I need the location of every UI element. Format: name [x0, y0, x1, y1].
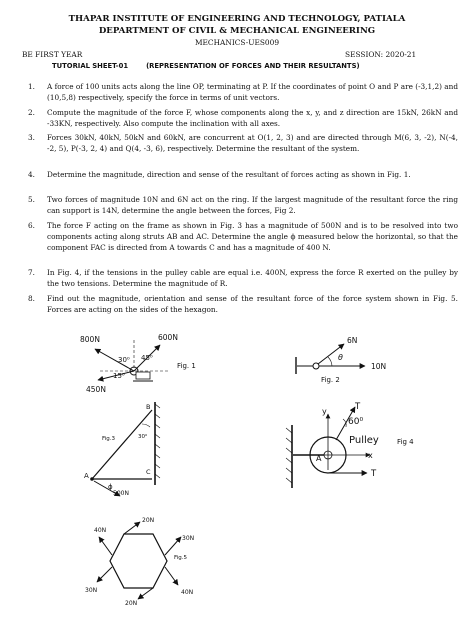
department-title: DEPARTMENT OF CIVIL & MECHANICAL ENGINEERING — [98, 26, 376, 36]
fig1-label-450n: 450N — [86, 385, 106, 394]
fig3-force: 500N — [113, 490, 129, 497]
question-number: 3. — [28, 133, 35, 142]
question-text: Forces 30kN, 40kN, 50kN and 60kN, are concurrent at O(1, 2, 3) and are directed through M(6, 3, -2), N(-4, -2, 5), P(-3, 2, 4) and Q(4, -3, 6), respectively. Determine the resultant of the system. — [47, 133, 458, 153]
fig4-label-a: A — [316, 454, 322, 463]
fig4-caption: Fig 4 — [397, 438, 414, 446]
fig5-label-lower-right: 40N — [181, 589, 194, 596]
fig5-arrow-bottom — [138, 588, 153, 599]
fig5-label-upper-left: 40N — [94, 527, 107, 534]
fig1-forces — [95, 340, 170, 381]
fig2-caption: Fig. 2 — [321, 376, 340, 384]
fig1-label-600n: 600N — [158, 333, 178, 342]
institute-title: THAPAR INSTITUTE OF ENGINEERING AND TECHNOLOGY, PATIALA — [68, 14, 406, 24]
fig5-arrow-top — [124, 522, 140, 534]
fig2-angle-arc — [328, 357, 332, 366]
fig4-label-x: x — [368, 451, 373, 460]
sheet-topic: (REPRESENTATION OF FORCES AND THEIR RESULTANTS) — [146, 62, 360, 70]
figure-3 — [90, 402, 160, 496]
fig3-label-c: C — [146, 468, 151, 476]
fig4-pulley-label: Pulley — [349, 435, 379, 446]
fig3-pin-a — [90, 477, 94, 481]
fig5-label-upper-right: 30N — [182, 535, 195, 542]
fig3-angle: 30⁰ — [138, 434, 148, 440]
fig2-theta: θ — [338, 353, 343, 362]
fig5-caption: Fig.5 — [174, 555, 188, 561]
question-number: 5. — [28, 195, 35, 204]
fig3-phi: ϕ — [108, 483, 113, 491]
fig5-arrow-lower-left — [97, 567, 112, 582]
question-text: The force F acting on the frame as shown in Fig. 3 has a magnitude of 500N and is to be resolved into two components acting along struts AB and AC. Determine the angle ϕ measured below the horizontal, so that the component FAC is directed from A towards C and has a magnitude of 400 N. — [47, 221, 458, 252]
fig5-arrow-upper-right — [165, 537, 181, 555]
question-text: In Fig. 4, if the tensions in the pulley cable are equal i.e. 400N, express the force R exerted on the pulley by the two tensions. Determine the magnitude of R. — [47, 268, 458, 288]
fig3-caption: Fig.3 — [102, 436, 116, 442]
fig4-label-t2: T — [371, 469, 377, 479]
sheet-number: TUTORIAL SHEET-01 — [52, 62, 129, 70]
fig3-strut-ab — [92, 410, 152, 479]
fig5-arrow-lower-right — [165, 567, 178, 585]
fig1-caption: Fig. 1 — [177, 362, 196, 370]
fig3-label-a: A — [84, 472, 89, 480]
fig5-hexagon — [110, 534, 167, 588]
figure-2 — [296, 344, 365, 374]
fig5-label-bottom: 20N — [125, 600, 138, 607]
fig3-label-b: B — [146, 403, 151, 411]
question-text: Determine the magnitude, direction and sense of the resultant of forces acting as shown in Fig. 1. — [47, 170, 411, 179]
fig4-label-y: y — [322, 407, 327, 416]
course-code: MECHANICS-UES009 — [194, 38, 280, 47]
question-number: 8. — [28, 294, 35, 303]
figure-5 — [97, 522, 181, 599]
fig4-angle: 60⁰ — [348, 417, 364, 427]
fig5-arrow-upper-left — [99, 537, 112, 555]
fig1-label-800n: 800N — [80, 335, 100, 344]
fig5-label-top: 20N — [142, 517, 155, 524]
question-text: Compute the magnitude of the force F, whose components along the x, y, and z direction are 15kN, 26kN and -33KN, respectively. Also compute the inclination with all axes. — [47, 108, 458, 128]
fig2-label-10n: 10N — [371, 362, 387, 371]
question-number: 2. — [28, 108, 35, 117]
fig5-label-lower-left: 30N — [85, 587, 98, 594]
fig1-angle-30: 30⁰ — [118, 356, 130, 364]
fig1-angle-45: 45⁰ — [141, 354, 153, 362]
session-label: SESSION: 2020-21 — [345, 50, 417, 59]
question-text: A force of 100 units acts along the line OP, terminating at P. If the coordinates of point O and P are (-3,1,2) and (10,5,8) respectively, specify the force in terms of unit vectors. — [47, 82, 458, 102]
fig1-support — [136, 372, 150, 379]
question-text: Two forces of magnitude 10N and 6N act on the ring. If the largest magnitude of the resultant force the ring can support is 14N, determine the angle between the forces, Fig 2. — [47, 195, 458, 215]
question-number: 7. — [28, 268, 35, 277]
question-number: 1. — [28, 82, 35, 91]
question-number: 6. — [28, 221, 35, 230]
year-label: BE FIRST YEAR — [22, 50, 83, 59]
question-number: 4. — [28, 170, 35, 179]
fig4-label-t1: T — [355, 402, 361, 412]
question-text: Find out the magnitude, orientation and sense of the resultant force of the force system shown in Fig. 5. Forces are acting on the sides of the hexagon. — [47, 294, 458, 314]
fig2-label-6n: 6N — [347, 336, 358, 345]
fig1-angle-15: 15⁰ — [113, 372, 125, 380]
